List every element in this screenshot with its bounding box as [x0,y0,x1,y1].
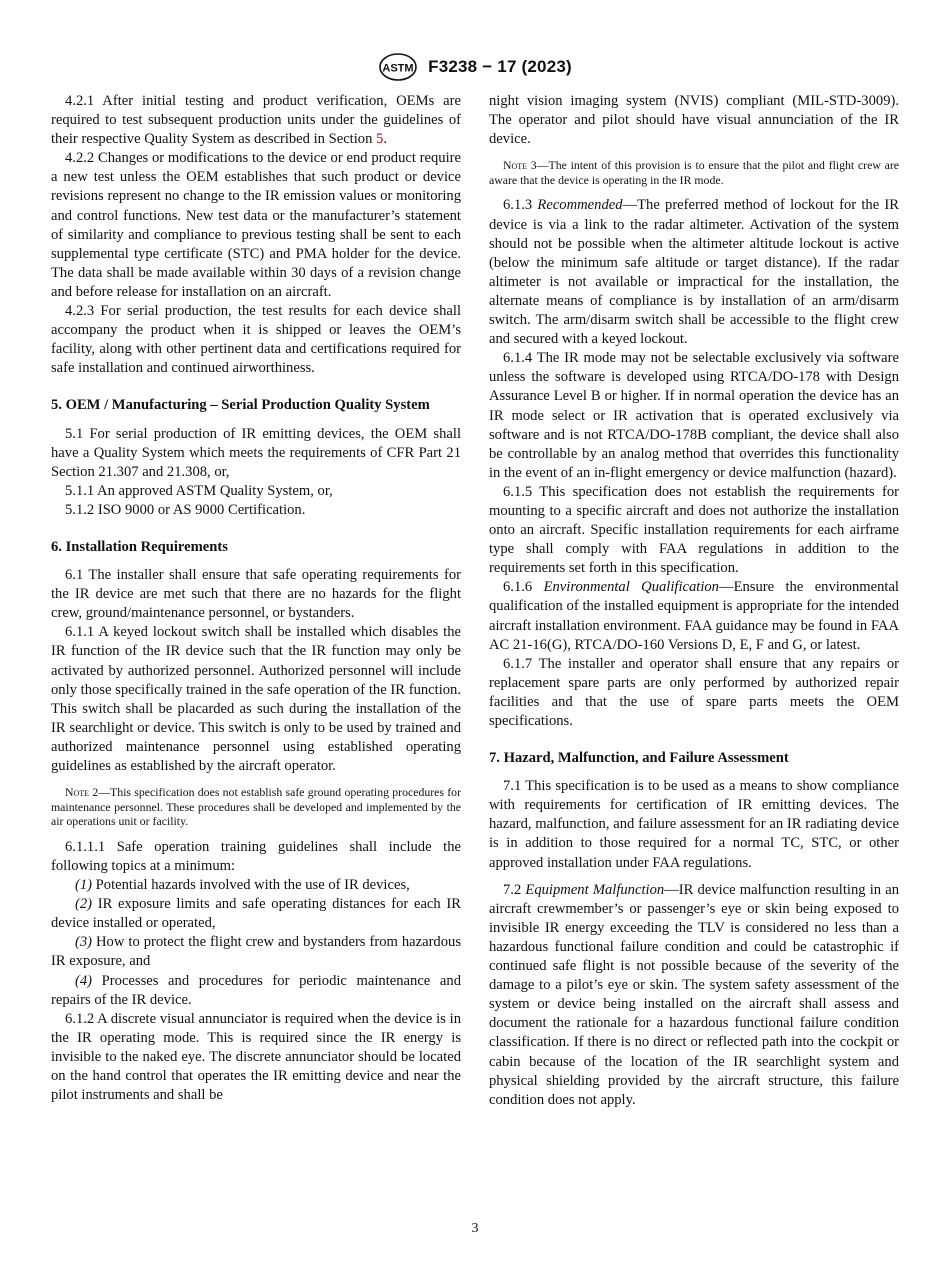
paragraph-5-1: 5.1 For serial production of IR emitting devices, the OEM shall have a Quality System which meets the requirements of CFR Part 21 Section 21.307 and 21.308, or, [51,425,461,480]
list-item: (1) Potential hazards involved with the use of IR devices, [75,877,410,894]
astm-logo-icon [378,52,418,82]
section-5-heading: 5. OEM / Manufacturing – Serial Production Quality System [51,397,430,414]
paragraph-6-1-7: 6.1.7 The installer and operator shall ensure that any repairs or replacement spare parts are only performed by authorized repair facilities and that the use of spare parts meets the OEM specifications. [489,655,899,729]
paragraph-4-2-2: 4.2.2 Changes or modifications to the device or end product require a new test unless the OEM establishes that such product or device revisions represent no change to the IR emission values or monitoring and control functions. New test data or the manufacturer’s statement of similarity and compliance to previous testing shall be sent to each supplemental type certificate (STC) and PMA holder for the device. The data shall be made available within 30 days of a revision change and before release for installation on an aircraft. [51,150,461,300]
note-2: Note 2—This specification does not establish safe ground operating procedures for maintenance personnel. These procedures shall be developed and implemented by the air operations unit or facility. [51,785,462,829]
svg-text:ASTM: ASTM [382,62,414,75]
paragraph-6-1-2: 6.1.2 A discrete visual annunciator is required when the device is in the IR operating mode. This is required since the IR energy is invisible to the naked eye. The discrete annunciator should be located on the hand control that operates the IR emitting device and near the pilot instruments and shall be [51,1010,461,1104]
paragraph-4-2-1: 4.2.1 After initial testing and product verification, OEMs are required to test subsequent production units under the guidelines of their respective Quality System as described in Section 5. [51,93,461,148]
section-6-heading: 6. Installation Requirements [51,538,228,555]
paragraph-6-1-1-1: 6.1.1.1 Safe operation training guidelines shall include the following topics at a minimum: [51,838,461,874]
paragraph-7-1: 7.1 This specification is to be used as a means to show compliance with requirements for certification of IR emitting devices. The hazard, malfunction, and failure assessment for an IR radiating device is in addition to those required for a normal TC, STC, or other approved installation under FAA regulations. [489,778,899,871]
paragraph-6-1-6: 6.1.6 Environmental Qualification—Ensure the environmental qualification of the installed equipment is appropriate for the intended aircraft installation environment. FAA guidance may be found in FAA AC 21-16(G), RTCA/DO-160 Versions D, E, F and G, or latest. [489,579,899,653]
paragraph-6-1-3: 6.1.3 Recommended—The preferred method of lockout for the IR device is via a link to the radar altimeter. Activation of the system should not be possible when the altimeter altitude lockout is active (below the minimum safe altitude or target distance). If the radar altimeter is not available or impractical for the installation, the alternate means of compliance is by installation of an arm/disarm switch. The arm/disarm switch shall be accessible to the flight crew and secured with a keyed lockout. [489,197,899,348]
paragraph-5-1-2: 5.1.2 ISO 9000 or AS 9000 Certification. [65,501,306,518]
paragraph-6-1-5: 6.1.5 This specification does not establish the requirements for mounting to a specific aircraft and does not authorize the installation onto an aircraft. Specific installation requirements for each airframe type shall comply with FAA regulations in addition to the requirements set forth in this specification. [489,483,899,577]
page-header [0,52,950,82]
list-item: (4) Processes and procedures for periodic maintenance and repairs of the IR device. [51,972,461,1008]
section-5-link[interactable]: 5 [376,131,384,148]
paragraph-5-1-1: 5.1.1 An approved ASTM Quality System, or, [65,482,333,499]
paragraph-6-1-2-continued: night vision imaging system (NVIS) compliant (MIL-STD-3009). The operator and pilot should have visual annunciation of the IR device. [489,93,899,148]
paragraph-4-2-3: 4.2.3 For serial production, the test results for each device shall accompany the product when it is shipped or leaves the OEM’s facility, along with other pertinent data and certifications required for safe installation and continued airworthiness. [51,303,461,377]
note-3: Note 3—The intent of this provision is to ensure that the pilot and flight crew are aware that the device is operating in the IR mode. [489,158,899,187]
paragraph-6-1: 6.1 The installer shall ensure that safe operating requirements for the IR device are met such that there are no hazards for the flight crew, ground/maintenance personnel, or bystanders. [51,567,461,622]
paragraph-6-1-1: 6.1.1 A keyed lockout switch shall be installed which disables the IR function of the IR device such that the IR function may only be activated by authorized personnel. Authorized personnel will include only those specifically trained in the safe operation of the IR function. This switch shall be placarded as such during the installation of the IR searchlight or device. This switch is only to be used by trained and authorized maintenance personnel using established operating guidelines as established by the aircraft operator. [51,624,461,774]
left-column [51,92,461,1105]
document-designation: F3238 − 17 (2023) [428,57,572,76]
section-7-heading: 7. Hazard, Malfunction, and Failure Assessment [489,750,789,767]
paragraph-7-2: 7.2 Equipment Malfunction—IR device malfunction resulting in an aircraft crewmember’s or passenger’s eye or skin being exposed to invisible IR energy exceeding the TLV is considered no less than a hazardous functional failure condition and could be catastrophic if continued safe flight is not possible because of the severity of the damage to a pilot’s eye or skin. The system safety assessment of the system or device being installed on the aircraft shall assess and document the rationale for a hazardous functional failure condition classification. If there is no direct or reflected path into the cockpit or cabin because of the location of the IR searchlight system and physical shielding provided by the aircraft structure, this failure condition does not apply. [489,881,900,1108]
list-item: (2) IR exposure limits and safe operating distances for each IR device installed or operated, [51,896,461,932]
right-column [489,92,899,1110]
list-item: (3) How to protect the flight crew and bystanders from hazardous IR exposure, and [51,934,461,970]
paragraph-6-1-4: 6.1.4 The IR mode may not be selectable exclusively via software unless the software is developed using RTCA/DO-178 with Design Assurance Level B or higher. If in normal operation the device has an IR mode select or IR activation that is operated exclusively via software and is not RTCA/DO-178B compliant, the device shall also be controllable by an analog method that overrides this functionality in the event of an in-flight emergency or device malfunction (hazard). [489,350,899,481]
page-number: 3 [471,1221,479,1236]
